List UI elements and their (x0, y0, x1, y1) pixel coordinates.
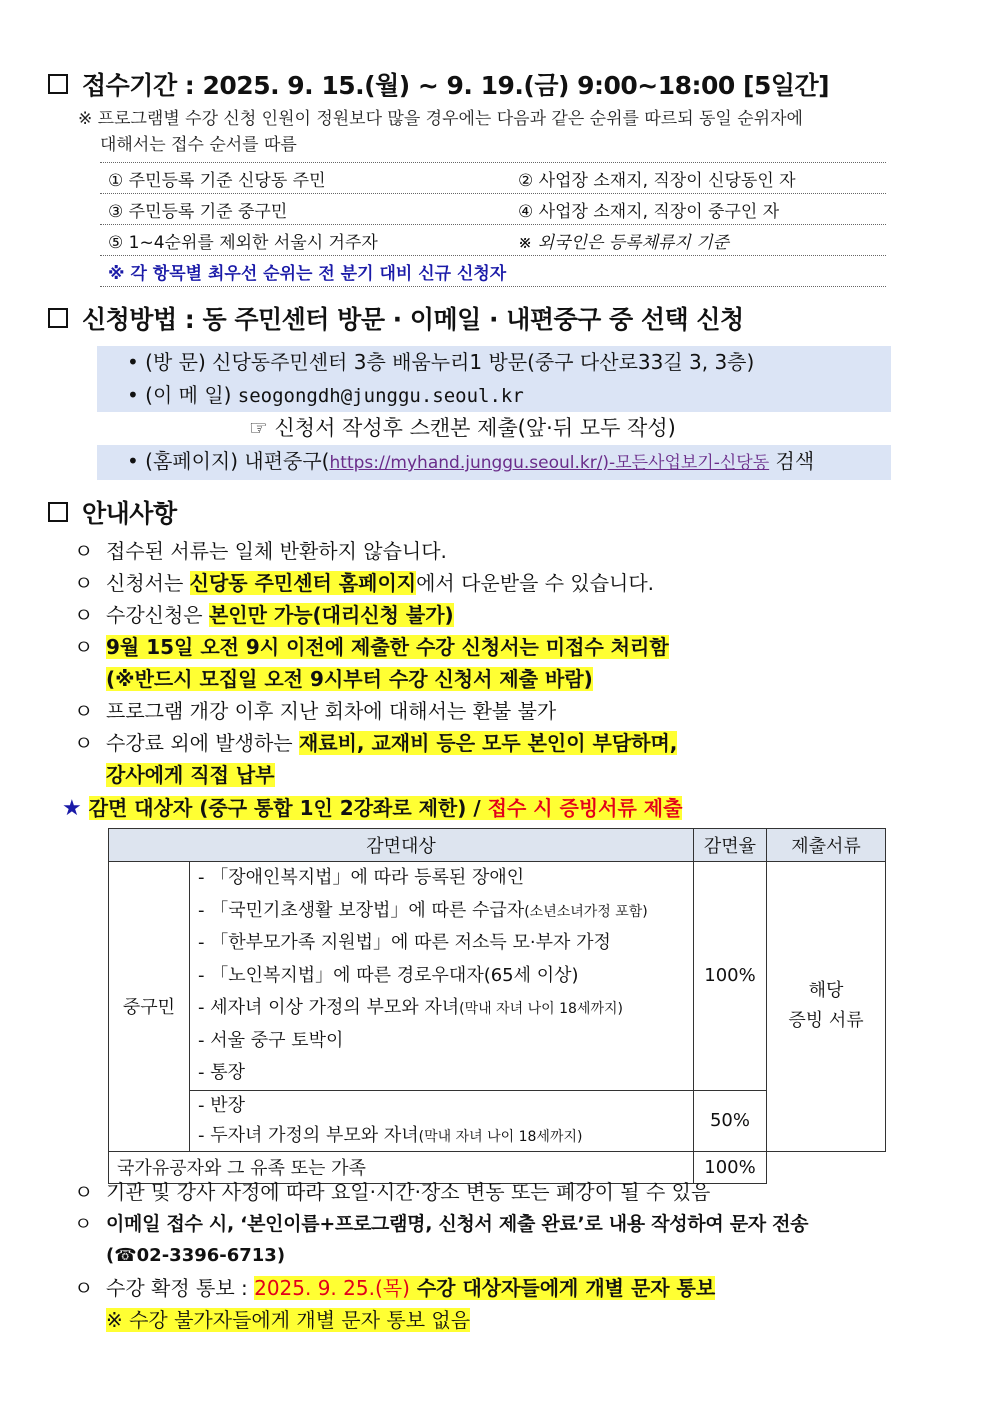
priority-item: ① 주민등록 기준 신당동 주민 (108, 170, 326, 191)
priority-row (100, 225, 886, 256)
checkbox-square-icon (48, 308, 68, 328)
method-visit: • (방 문) 신당동주민센터 3층 배움누리1 방문(중구 다산로33길 3, 3층) (127, 350, 755, 374)
priority-row (100, 163, 886, 194)
list-item: ㅇ 신청서는 신당동 주민센터 홈페이지에서 다운받을 수 있습니다. (74, 571, 655, 595)
priority-item: ③ 주민등록 기준 중구민 (108, 201, 288, 222)
list-item: ㅇ 수강신청은 본인만 가능(대리신청 불가) (74, 603, 454, 627)
list-item: - 「국민기초생활 보장법」에 따른 수급자(소년소녀가정 포함) (198, 899, 648, 921)
list-item: - 두자녀 가정의 부모와 자녀(막내 자녀 나이 18세까지) (198, 1124, 583, 1146)
group-label: 중구민 (109, 862, 190, 1152)
list-item: ㅇ 수강 확정 통보 : 2025. 9. 25.(목) 수강 대상자들에게 개별 문자 통보 (74, 1276, 716, 1300)
list-item-continued: 강사에게 직접 납부 (106, 763, 275, 787)
period-note-line1: ※ 프로그램별 수강 신청 인원이 정원보다 많을 경우에는 다음과 같은 순위를 따르되 동일 순위자에 (78, 109, 803, 129)
priority-item: ⑤ 1~4순위를 제외한 서울시 거주자 (108, 232, 378, 253)
method-heading: 신청방법 : 동 주민센터 방문 · 이메일 · 내편중구 중 선택 신청 (48, 300, 744, 336)
priority-row (100, 194, 886, 225)
list-item: - 반장 (198, 1094, 245, 1116)
header-target: 감면대상 (109, 829, 694, 862)
list-item: ㅇ 접수된 서류는 일체 반환하지 않습니다. (74, 539, 447, 563)
list-item: - 통장 (198, 1062, 245, 1083)
guide-list (74, 535, 677, 791)
email-address[interactable]: seogongdh@junggu.seoul.kr (237, 385, 524, 407)
priority-item: ④ 사업장 소재지, 직장이 중구인 자 (518, 201, 780, 222)
discount-table (108, 828, 886, 1184)
group2-items (190, 1090, 694, 1151)
header-docs: 제출서류 (767, 829, 886, 862)
group1-rate: 100% (694, 862, 767, 1091)
last-row-text: 국가유공자와 그 유족 또는 가족 (109, 1151, 694, 1183)
docs-cell: 해당 증빙 서류 (767, 862, 886, 1152)
checkbox-square-icon (48, 74, 68, 94)
list-item: ㅇ 9월 15일 오전 9시 이전에 제출한 수강 신청서는 미접수 처리함 (74, 635, 669, 659)
table-row (109, 862, 886, 1091)
list-item: - 「노인복지법」에 따른 경로우대자(65세 이상) (198, 964, 579, 986)
email-note: ☞ 신청서 작성후 스캔본 제출(앞·뒤 모두 작성) (97, 412, 891, 445)
method-web: • (홈페이지) 내편중구(https://myhand.junggu.seoul.kr/)-모든사업보기-신당동 검색 (127, 449, 815, 473)
priority-note: ※ 각 항목별 최우선 순위는 전 분기 대비 신규 신청자 (108, 263, 507, 284)
list-item: - 「한부모가족 지원법」에 따른 저소득 모·부자 가정 (198, 932, 611, 953)
priority-list (100, 162, 886, 287)
checkbox-square-icon (48, 502, 68, 522)
method-email: • (이 메 일) seogongdh@junggu.seoul.kr (127, 383, 524, 407)
list-item: - 서울 중구 토박이 (198, 1029, 344, 1051)
last-row-rate: 100% (694, 1151, 767, 1183)
priority-row (100, 256, 886, 287)
period-note-line2: 대해서는 접수 순서를 따름 (100, 135, 297, 155)
list-item: ㅇ 수강료 외에 발생하는 재료비, 교재비 등은 모두 본인이 부담하며, (74, 731, 678, 755)
period-heading: 접수기간 : 2025. 9. 15.(월) ~ 9. 19.(금) 9:00~18:00 [5일간] (48, 66, 829, 102)
list-item-continued: ※ 수강 불가자들에게 개별 문자 통보 없음 (106, 1308, 471, 1332)
list-item: ㅇ 이메일 접수 시, ‘본인이름+프로그램명, 신청서 제출 완료’로 내용 작성하여 문자 전송 (74, 1213, 809, 1235)
group2-rate: 50% (694, 1090, 767, 1151)
list-item: ㅇ 기관 및 강사 사정에 따라 요일·시간·장소 변동 또는 폐강이 될 수 있음 (74, 1180, 711, 1204)
group1-items (190, 862, 694, 1091)
guide-heading: 안내사항 (48, 494, 177, 530)
method-box (97, 346, 891, 480)
list-item: - 세자녀 이상 가정의 부모와 자녀(막내 자녀 나이 18세까지) (198, 997, 623, 1018)
list-item-continued: (※반드시 모집일 오전 9시부터 수강 신청서 제출 바람) (106, 667, 593, 691)
after-list (74, 1176, 808, 1336)
header-rate: 감면율 (694, 829, 767, 862)
priority-item: ② 사업장 소재지, 직장이 신당동인 자 (518, 170, 796, 191)
foreigner-note: ※ 외국인은 등록체류지 기준 (518, 232, 730, 253)
list-item: - 「장애인복지법」에 따라 등록된 장애인 (198, 867, 525, 888)
discount-title: ★ 감면 대상자 (중구 통합 1인 2강좌로 제한) / 접수 시 증빙서류 제출 (62, 796, 683, 821)
table-header-row (109, 829, 886, 862)
star-icon: ★ (62, 796, 82, 821)
list-item-continued: (☎02-3396-6713) (106, 1245, 286, 1266)
list-item: ㅇ 프로그램 개강 이후 지난 회차에 대해서는 환불 불가 (74, 699, 557, 723)
homepage-link[interactable]: https://myhand.junggu.seoul.kr/)-모든사업보기-신당동 (329, 453, 770, 473)
